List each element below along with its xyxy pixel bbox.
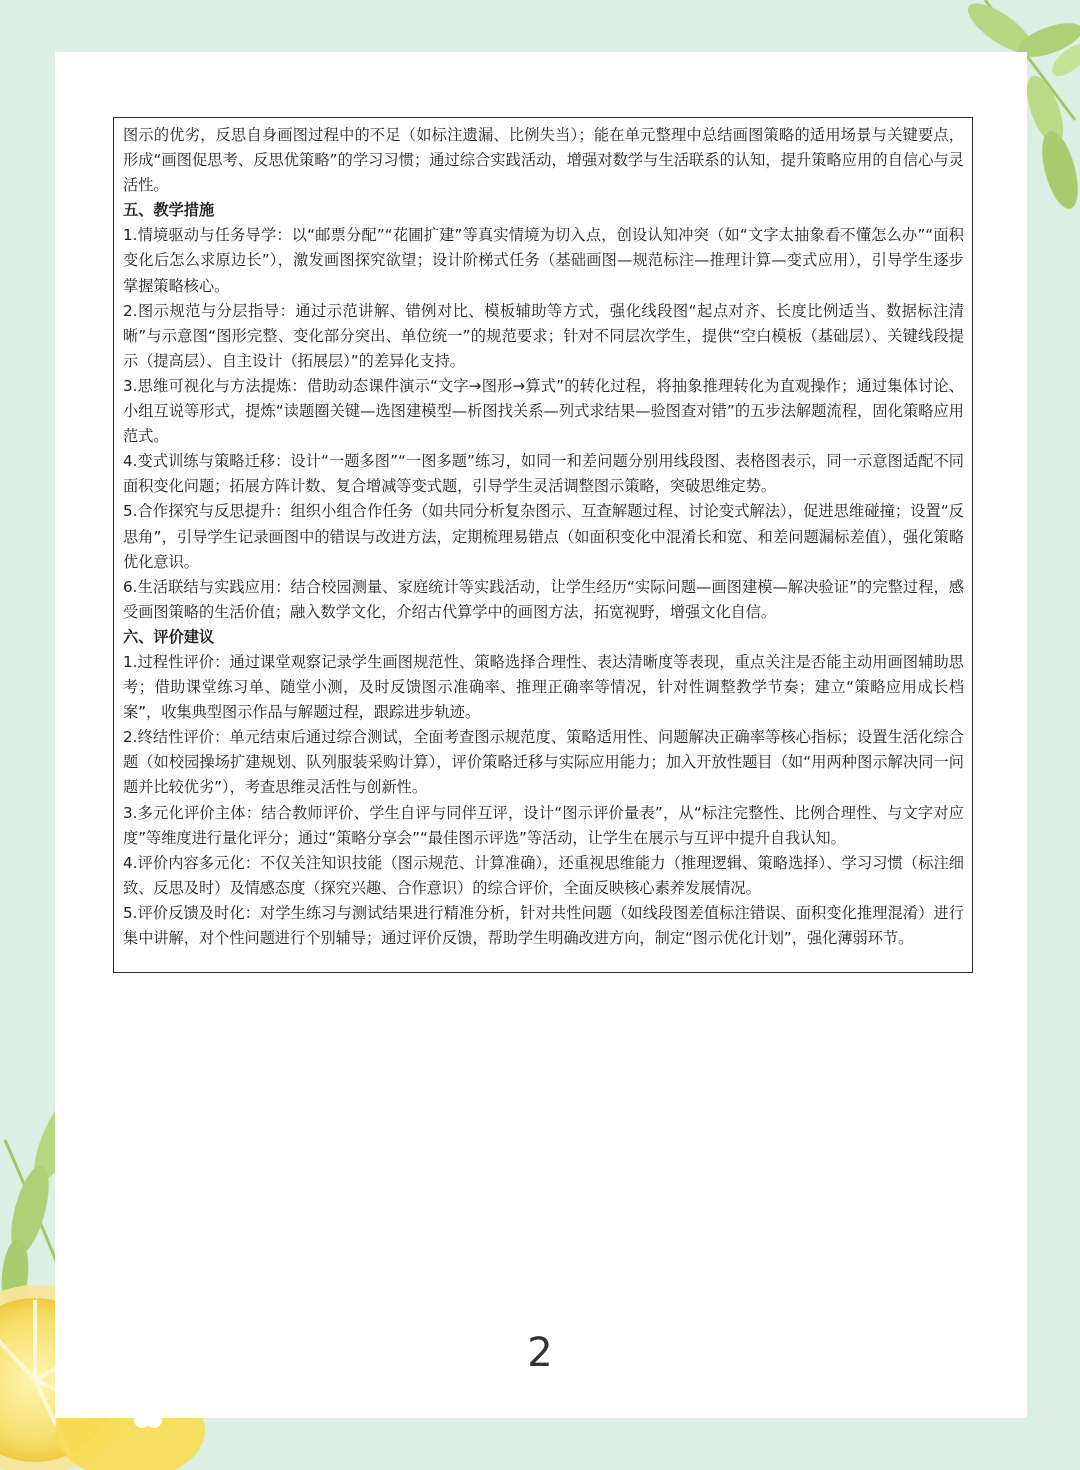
- section-heading: 六、评价建议: [123, 627, 215, 646]
- section-heading: 五、教学措施: [123, 201, 215, 220]
- paragraph: 4.评价内容多元化：不仅关注知识技能（图示规范、计算准确），还重视思维能力（推理逻辑、策略选择）、学习习惯（标注细致、反思及时）及情感态度（探究兴趣、合作意识）的综合评价，全面反映核心素养发展情况。: [123, 853, 964, 897]
- paragraph: 1.过程性评价：通过课堂观察记录学生画图规范性、策略选择合理性、表达清晰度等表现，重点关注是否能主动用画图辅助思考；借助课堂练习单、随堂小测，及时反馈图示准确率、推理正确率等情况，针对性调整教学节奏；建立“策略应用成长档案”，收集典型图示作品与解题过程，跟踪进步轨迹。: [123, 652, 964, 722]
- paragraph: 3.多元化评价主体：结合教师评价、学生自评与同伴互评，设计“图示评价量表”，从“标注完整性、比例合理性、与文字对应度”等维度进行量化评分；通过“策略分享会”“最佳图示评选”等活动，让学生在展示与互评中提升自我认知。: [123, 803, 964, 847]
- paragraph: 4.变式训练与策略迁移：设计“一题多图”“一图多题”练习，如同一和差问题分别用线段图、表格图表示，同一示意图适配不同面积变化问题；拓展方阵计数、复合增减等变式题，引导学生灵活调整图示策略，突破思维定势。: [123, 452, 964, 496]
- paragraph: 5.合作探究与反思提升：组织小组合作任务（如共同分析复杂图示、互查解题过程、讨论变式解法），促进思维碰撞；设置“反思角”，引导学生记录画图中的错误与改进方法，定期梳理易错点（如面积变化中混淆长和宽、和差问题漏标差值），强化策略优化意识。: [123, 502, 964, 571]
- paragraph: 2.终结性评价：单元结束后通过综合测试，全面考查图示规范度、策略适用性、问题解决正确率等核心指标；设置生活化综合题（如校园操场扩建规划、队列服装采购计算），评价策略迁移与实际应用能力；加入开放性题目（如“用两种图示解决同一问题并比较优劣”），考查思维灵活性与创新性。: [123, 728, 964, 797]
- paragraph: 1.情境驱动与任务导学：以“邮票分配”“花圃扩建”等真实情境为切入点，创设认知冲突（如“文字太抽象看不懂怎么办”“面积变化后怎么求原边长”），激发画图探究欲望；设计阶梯式任务（基础画图—规范标注—推理计算—变式应用），引导学生逐步掌握策略核心。: [123, 226, 964, 295]
- paragraph: 3.思维可视化与方法提炼：借助动态课件演示“文字→图形→算式”的转化过程，将抽象推理转化为直观操作；通过集体讨论、小组互说等形式，提炼“读题圈关键—选图建模型—析图找关系—列式求结果—验图查对错”的五步法解题流程，固化策略应用范式。: [123, 376, 964, 446]
- paragraph: 5.评价反馈及时化：对学生练习与测试结果进行精准分析，针对共性问题（如线段图差值标注错误、面积变化推理混淆）进行集中讲解，对个性问题进行个别辅导；通过评价反馈，帮助学生明确改进方向，制定“图示优化计划”，强化薄弱环节。: [123, 903, 964, 947]
- paragraph: 2.图示规范与分层指导：通过示范讲解、错例对比、模板辅助等方式，强化线段图“起点对齐、长度比例适当、数据标注清晰”与示意图“图形完整、变化部分突出、单位统一”的规范要求；针对不同层次学生，提供“空白模板（基础层）、关键线段提示（提高层）、自主设计（拓展层）”的差异化支持。: [123, 301, 964, 370]
- paragraph: 6.生活联结与实践应用：结合校园测量、家庭统计等实践活动，让学生经历“实际问题—画图建模—解决验证”的完整过程，感受画图策略的生活价值；融入数学文化，介绍古代算学中的画图方法，拓宽视野，增强文化自信。: [123, 577, 964, 621]
- page-number: 2: [527, 1330, 553, 1376]
- paragraph: 图示的优劣，反思自身画图过程中的不足（如标注遗漏、比例失当）；能在单元整理中总结画图策略的适用场景与关键要点，形成“画图促思考、反思优策略”的学习习惯；通过综合实践活动，增强对数学与生活联系的认知，提升策略应用的自信心与灵活性。: [123, 126, 964, 195]
- document-content-box: [113, 117, 973, 973]
